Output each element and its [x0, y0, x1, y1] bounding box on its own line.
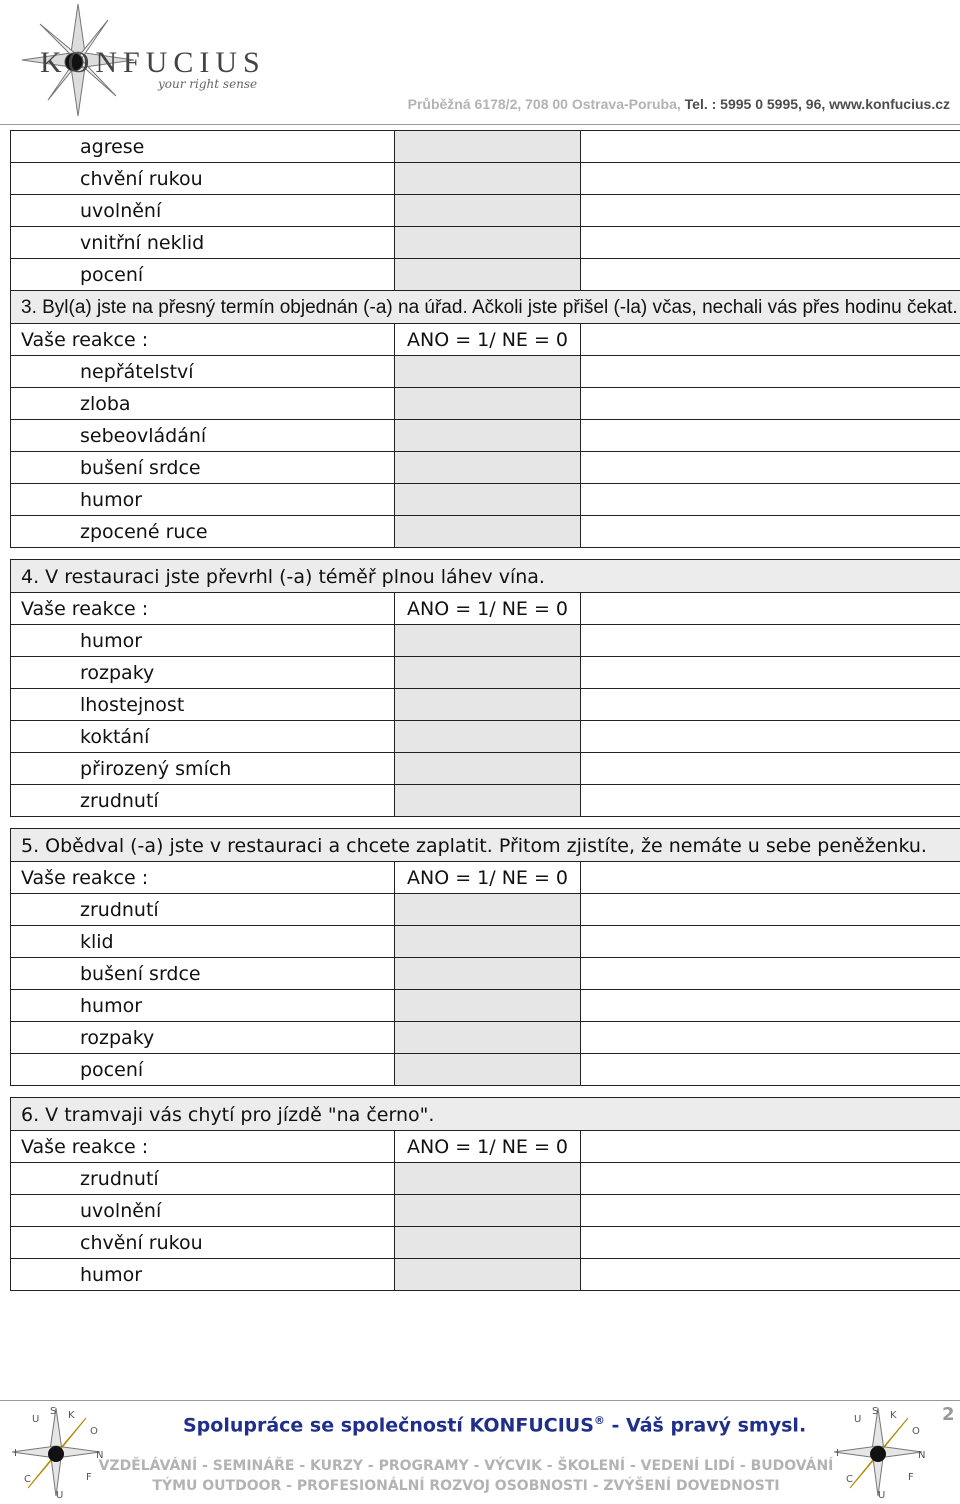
answer-cell[interactable]: [395, 1195, 581, 1227]
note-cell: [581, 1259, 960, 1291]
question-row: [11, 829, 960, 862]
item-label: humor: [11, 990, 395, 1022]
item-label: koktání: [11, 721, 395, 753]
answer-cell[interactable]: [395, 1259, 581, 1291]
answer-cell[interactable]: [395, 259, 581, 291]
svg-text:I: I: [836, 1448, 839, 1459]
svg-text:O: O: [90, 1426, 98, 1437]
answer-cell[interactable]: [395, 516, 581, 548]
note-cell: [581, 1131, 960, 1163]
answer-cell[interactable]: [395, 452, 581, 484]
footer-services-line-2: TÝMU OUTDOOR - PROFESIONÁLNÍ ROZVOJ OSOBNOSTI - ZVÝŠENÍ DOVEDNOSTI: [152, 1478, 780, 1494]
section-spacer: [11, 548, 960, 560]
header-divider: [0, 124, 960, 125]
item-label: rozpaky: [11, 657, 395, 689]
item-row: [11, 926, 960, 958]
note-cell: [581, 484, 960, 516]
item-label: zrudnutí: [11, 785, 395, 817]
note-cell: [581, 420, 960, 452]
note-cell: [581, 958, 960, 990]
item-row: [11, 785, 960, 817]
svg-text:S: S: [872, 1406, 879, 1417]
item-label: uvolnění: [11, 1195, 395, 1227]
item-label: zrudnutí: [11, 894, 395, 926]
item-row: [11, 721, 960, 753]
svg-text:U: U: [854, 1414, 862, 1425]
reaction-label: Vaše reakce :: [11, 1131, 395, 1163]
item-label: humor: [11, 1259, 395, 1291]
answer-cell[interactable]: [395, 926, 581, 958]
svg-text:I: I: [14, 1448, 17, 1459]
item-label: sebeovládání: [11, 420, 395, 452]
reaction-header-row: [11, 862, 960, 894]
answer-cell[interactable]: [395, 1163, 581, 1195]
reaction-header-row: [11, 593, 960, 625]
item-row: [11, 1163, 960, 1195]
note-cell: [581, 163, 960, 195]
svg-text:F: F: [908, 1472, 914, 1483]
note-cell: [581, 657, 960, 689]
note-cell: [581, 388, 960, 420]
answer-cell[interactable]: [395, 958, 581, 990]
note-cell: [581, 516, 960, 548]
item-row: [11, 227, 960, 259]
item-row: [11, 356, 960, 388]
section-spacer: [11, 817, 960, 829]
svg-text:C: C: [846, 1474, 853, 1485]
note-cell: [581, 894, 960, 926]
answer-cell[interactable]: [395, 484, 581, 516]
svg-text:U: U: [878, 1490, 886, 1500]
svg-text:C: C: [24, 1474, 31, 1485]
footer-services-line-1: VZDĚLÁVÁNÍ - SEMINÁŘE - KURZY - PROGRAMY - VÝCVIK - ŠKOLENÍ - VEDENÍ LIDÍ - BUDOVÁNÍ: [98, 1458, 834, 1474]
footer-slogan: Spolupráce se společností KONFUCIUS® - Váš pravý smysl.: [183, 1414, 807, 1437]
question-row: [11, 1098, 960, 1131]
item-row: [11, 1195, 960, 1227]
note-cell: [581, 926, 960, 958]
answer-cell[interactable]: [395, 785, 581, 817]
note-cell: [581, 990, 960, 1022]
question-row: [11, 291, 960, 324]
svg-text:S: S: [50, 1406, 57, 1417]
answer-cell[interactable]: [395, 420, 581, 452]
question-text: 5. Obědval (-a) jste v restauraci a chcete zaplatit. Přitom zjistíte, že nemáte u sebe peněženku.: [11, 829, 960, 862]
note-cell: [581, 259, 960, 291]
item-label: agrese: [11, 131, 395, 163]
item-row: [11, 1259, 960, 1291]
item-label: chvění rukou: [11, 163, 395, 195]
item-row: [11, 420, 960, 452]
item-label: přirozený smích: [11, 753, 395, 785]
header-address: Průběžná 6178/2, 708 00 Ostrava-Poruba, Tel. : 5995 0 5995, 96, www.konfucius.cz: [407, 96, 950, 112]
note-cell: [581, 1022, 960, 1054]
item-label: humor: [11, 484, 395, 516]
svg-text:K: K: [890, 1410, 897, 1421]
reaction-form-table: [10, 130, 960, 1291]
svg-text:KONFUCIUS: KONFUCIUS: [40, 46, 266, 79]
reaction-label: Vaše reakce :: [11, 324, 395, 356]
item-row: [11, 894, 960, 926]
svg-text:U: U: [32, 1414, 40, 1425]
answer-cell[interactable]: [395, 753, 581, 785]
item-label: pocení: [11, 1054, 395, 1086]
item-label: bušení srdce: [11, 452, 395, 484]
answer-cell[interactable]: [395, 227, 581, 259]
scale-label: ANO = 1/ NE = 0: [395, 324, 581, 356]
note-cell: [581, 227, 960, 259]
item-row: [11, 990, 960, 1022]
reaction-header-row: [11, 1131, 960, 1163]
answer-cell[interactable]: [395, 721, 581, 753]
item-row: [11, 388, 960, 420]
note-cell: [581, 1195, 960, 1227]
answer-cell[interactable]: [395, 356, 581, 388]
compass-logo-icon: [828, 1404, 928, 1500]
note-cell: [581, 324, 960, 356]
item-row: [11, 452, 960, 484]
scale-label: ANO = 1/ NE = 0: [395, 862, 581, 894]
svg-text:N: N: [96, 1450, 104, 1461]
question-text: 6. V tramvaji vás chytí pro jízdě "na černo".: [11, 1098, 960, 1131]
konfucius-logo: [8, 2, 298, 120]
item-label: rozpaky: [11, 1022, 395, 1054]
item-label: nepřátelství: [11, 356, 395, 388]
note-cell: [581, 689, 960, 721]
svg-text:your right sense: your right sense: [158, 77, 258, 91]
question-row: [11, 560, 960, 593]
answer-cell[interactable]: [395, 657, 581, 689]
item-label: lhostejnost: [11, 689, 395, 721]
item-row: [11, 1054, 960, 1086]
footer-divider: [0, 1400, 960, 1401]
reaction-label: Vaše reakce :: [11, 593, 395, 625]
answer-cell[interactable]: [395, 388, 581, 420]
item-row: [11, 516, 960, 548]
note-cell: [581, 356, 960, 388]
answer-cell[interactable]: [395, 1227, 581, 1259]
item-row: [11, 625, 960, 657]
note-cell: [581, 721, 960, 753]
answer-cell[interactable]: [395, 131, 581, 163]
item-label: zloba: [11, 388, 395, 420]
item-label: chvění rukou: [11, 1227, 395, 1259]
answer-cell[interactable]: [395, 625, 581, 657]
question-text: 4. V restauraci jste převrhl (-a) téměř plnou láhev vína.: [11, 560, 960, 593]
note-cell: [581, 1054, 960, 1086]
item-label: bušení srdce: [11, 958, 395, 990]
page-number: 2: [942, 1404, 955, 1425]
answer-cell[interactable]: [395, 689, 581, 721]
item-row: [11, 163, 960, 195]
note-cell: [581, 1163, 960, 1195]
item-row: [11, 657, 960, 689]
answer-cell[interactable]: [395, 1054, 581, 1086]
section-spacer: [11, 1086, 960, 1098]
item-row: [11, 259, 960, 291]
item-row: [11, 131, 960, 163]
question-text: 3. Byl(a) jste na přesný termín objednán (-a) na úřad. Ačkoli jste přišel (-la) včas, nechali vás přes hodinu čekat.: [11, 291, 960, 324]
item-label: zrudnutí: [11, 1163, 395, 1195]
item-label: vnitřní neklid: [11, 227, 395, 259]
answer-cell[interactable]: [395, 1022, 581, 1054]
answer-cell[interactable]: [395, 990, 581, 1022]
scale-label: ANO = 1/ NE = 0: [395, 593, 581, 625]
answer-cell[interactable]: [395, 163, 581, 195]
item-row: [11, 753, 960, 785]
svg-text:N: N: [918, 1450, 926, 1461]
svg-text:U: U: [56, 1490, 64, 1500]
svg-text:K: K: [68, 1410, 75, 1421]
item-label: humor: [11, 625, 395, 657]
item-row: [11, 958, 960, 990]
reaction-header-row: [11, 324, 960, 356]
item-label: klid: [11, 926, 395, 958]
note-cell: [581, 785, 960, 817]
answer-cell[interactable]: [395, 195, 581, 227]
item-row: [11, 1227, 960, 1259]
item-row: [11, 195, 960, 227]
note-cell: [581, 862, 960, 894]
note-cell: [581, 195, 960, 227]
svg-text:F: F: [86, 1472, 92, 1483]
item-row: [11, 484, 960, 516]
svg-text:O: O: [912, 1426, 920, 1437]
item-row: [11, 1022, 960, 1054]
reaction-label: Vaše reakce :: [11, 862, 395, 894]
item-label: uvolnění: [11, 195, 395, 227]
item-label: zpocené ruce: [11, 516, 395, 548]
note-cell: [581, 452, 960, 484]
note-cell: [581, 625, 960, 657]
answer-cell[interactable]: [395, 894, 581, 926]
note-cell: [581, 131, 960, 163]
item-label: pocení: [11, 259, 395, 291]
item-row: [11, 689, 960, 721]
note-cell: [581, 1227, 960, 1259]
note-cell: [581, 753, 960, 785]
note-cell: [581, 593, 960, 625]
scale-label: ANO = 1/ NE = 0: [395, 1131, 581, 1163]
